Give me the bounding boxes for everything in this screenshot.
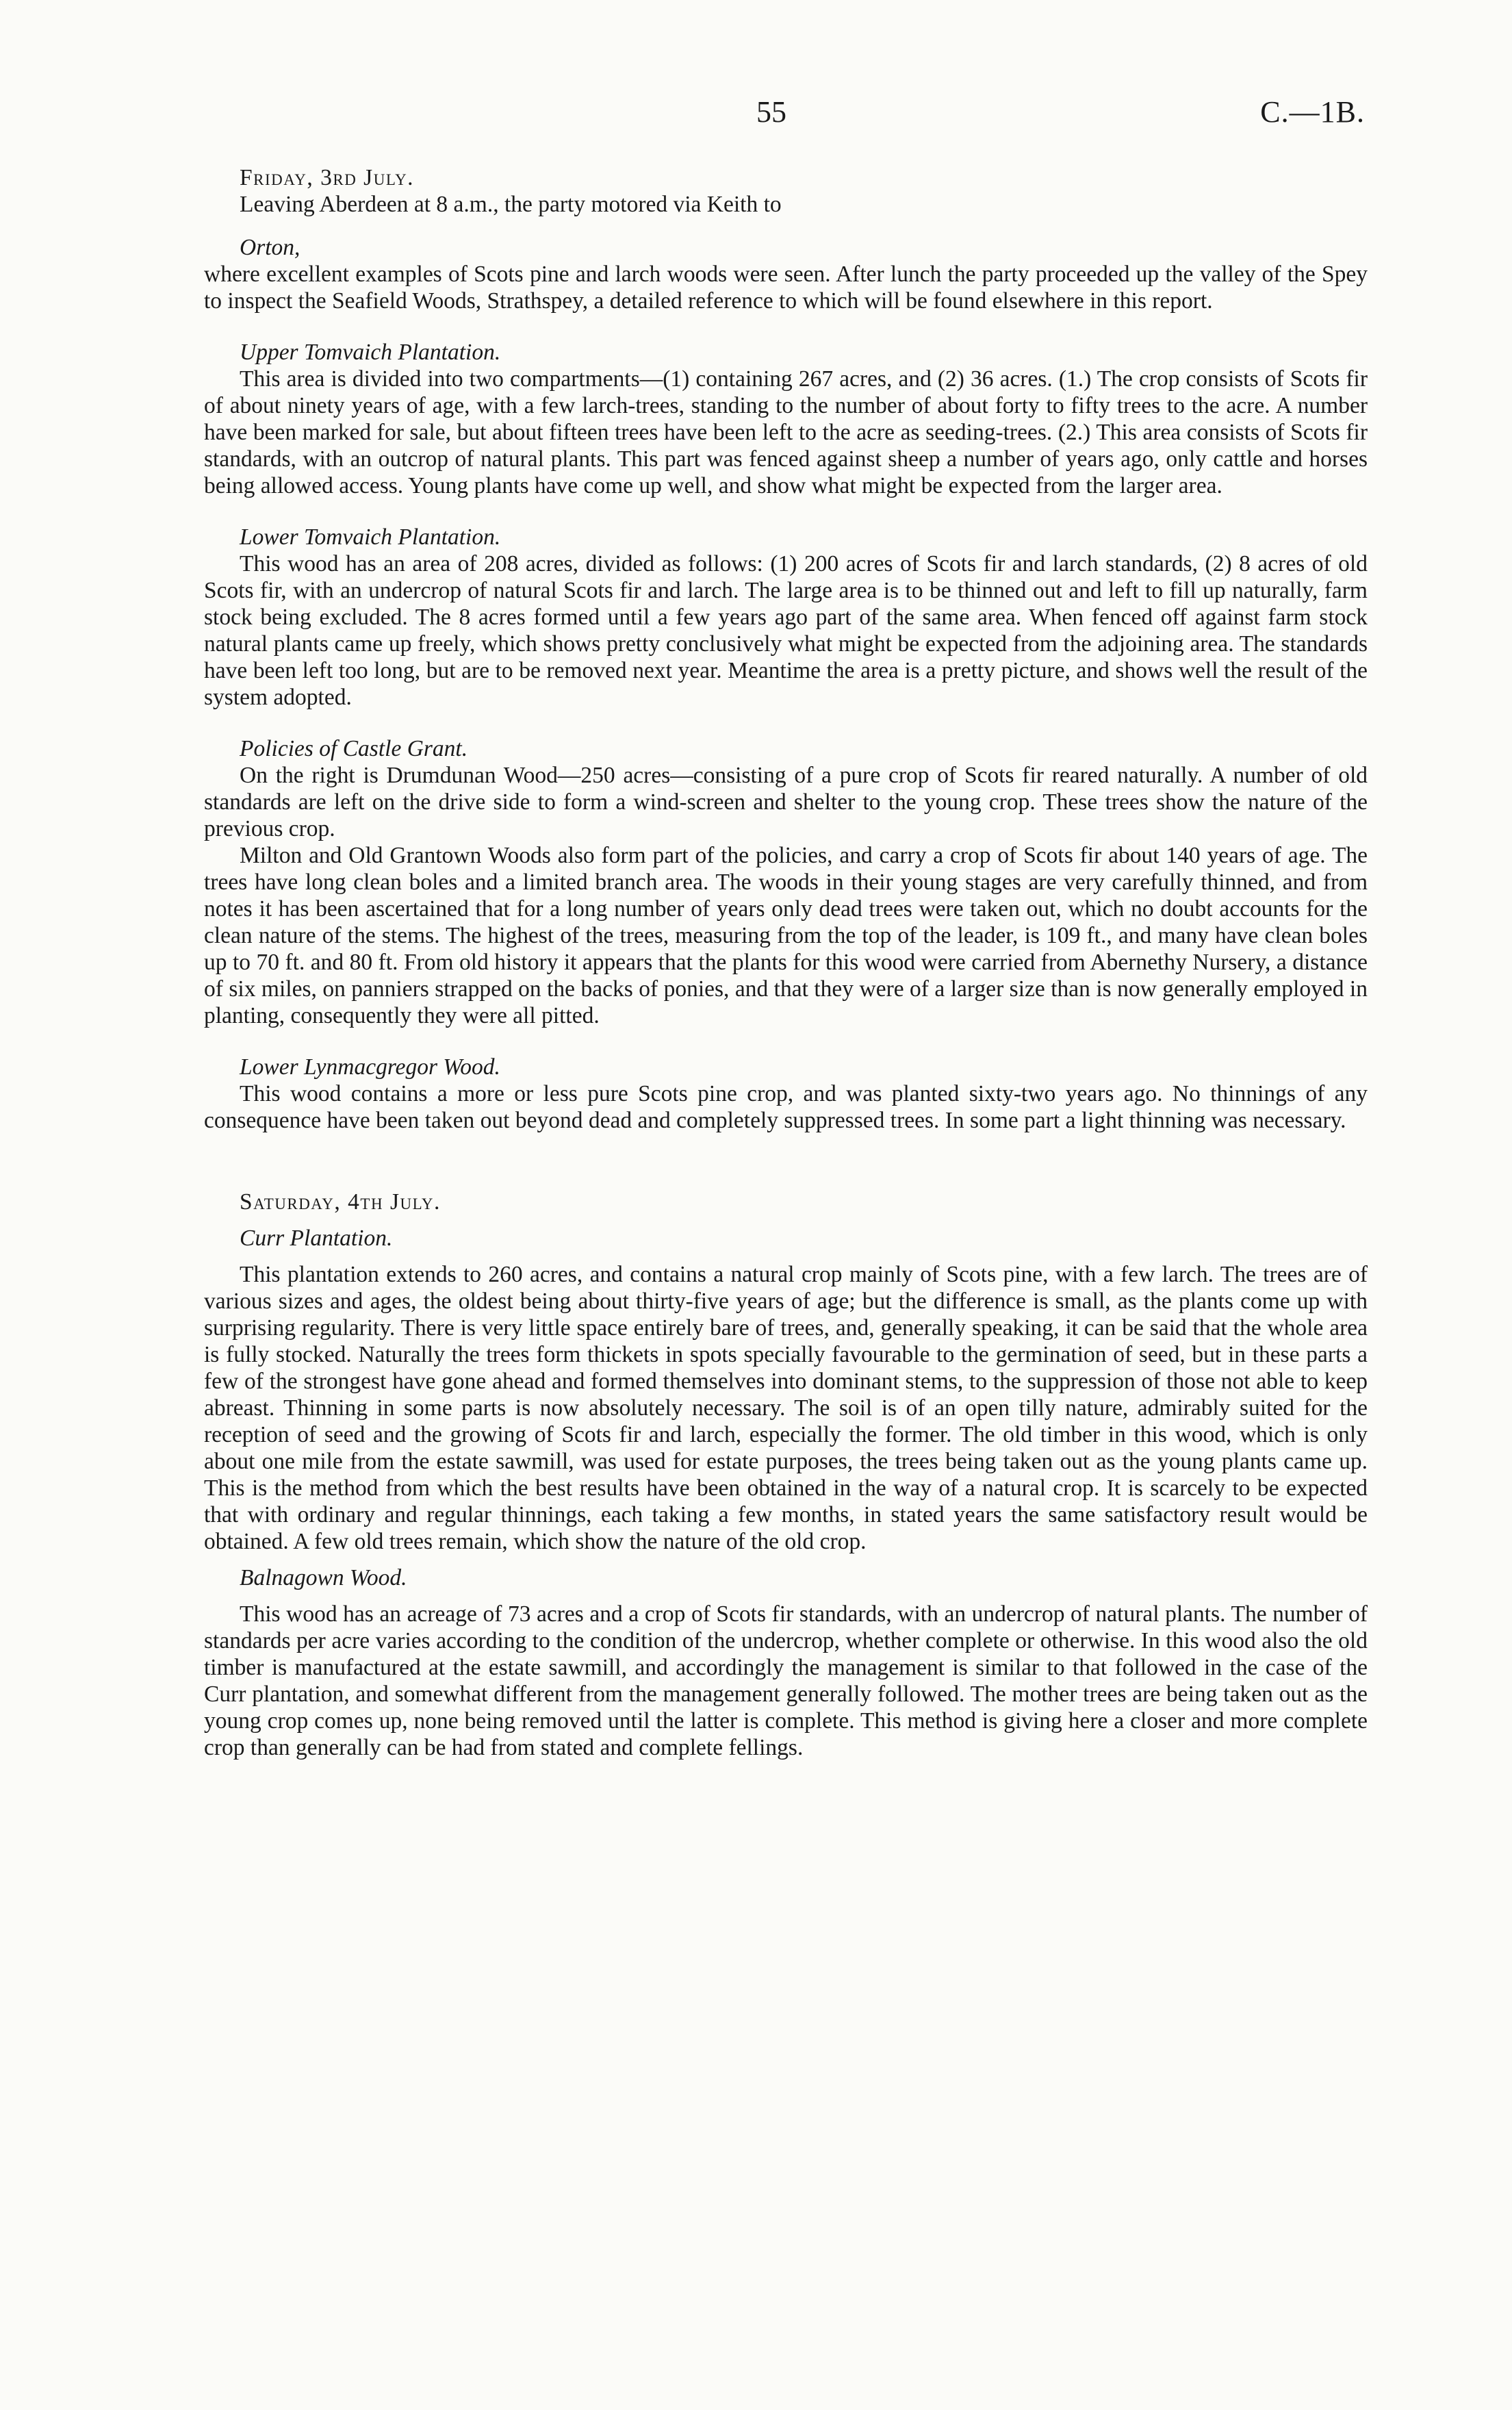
lynmacgregor-title: Lower Lynmacgregor Wood. — [240, 1054, 500, 1080]
balnagown-paragraph: This wood has an acreage of 73 acres and a crop of Scots fir standards, with an undercrop of natural plants. The number of standards per acre varies according to the condition of the undercrop, whether complete or otherwise. In this wood also the old timber is manufactured at the estate sawmill, and accordingly the management is similar to that followed in the case of the Curr plantation, and somewhat different from the management generally followed. The mother trees are being taken out as the young crop comes up, none being removed until the latter is complete. This method is giving here a closer and more complete crop than generally can be had from stated and complete fellings. — [204, 1601, 1368, 1760]
lynmacgregor-paragraph: This wood contains a more or less pure Scots pine crop, and was planted sixty-two years ago. No thinnings of any consequence have been taken out beyond dead and completely suppressed trees. In some part a light thinning was necessary. — [204, 1081, 1368, 1133]
castle-grant-paragraph-1: On the right is Drumdunan Wood—250 acres—consisting of a pure crop of Scots fir reared naturally. A number of old standards are left on the drive side to form a wind-screen and shelter to the young crop. These trees show the nature of the previous crop. — [204, 763, 1368, 841]
orton-paragraph: where excellent examples of Scots pine and larch woods were seen. After lunch the party proceeded up the valley of the Spey to inspect the Seafield Woods, Strathspey, a detailed reference to which will be found elsewhere in this report. — [204, 262, 1368, 314]
orton-title: Orton, — [240, 235, 300, 260]
upper-tomvaich-title: Upper Tomvaich Plantation. — [240, 340, 501, 365]
page-header — [0, 94, 1512, 136]
lower-tomvaich-paragraph: This wood has an area of 208 acres, divided as follows: (1) 200 acres of Scots fir and larch standards, (2) 8 acres of old Scots fir, with an undercrop of natural Scots fir and larch. The large area is to be thinned out and left to fill up naturally, farm stock being excluded. The 8 acres formed until a few years ago part of the same area. When fenced off against farm stock natural plants came up freely, which shows pretty conclusively what might be expected from the adjoining area. The standards have been left too long, but are to be removed next year. Meantime the area is a pretty picture, and shows well the result of the system adopted. — [204, 551, 1368, 710]
castle-grant-paragraph-2: Milton and Old Grantown Woods also form part of the policies, and carry a crop of Scots fir about 140 years of age. The trees have long clean boles and a limited branch area. The woods in their young stages are very carefully thinned, and from notes it has been ascertained that for a long number of years only dead trees were taken out, which no doubt accounts for the clean nature of the stems. The highest of the trees, measuring from the top of the leader, is 109 ft., and many have clean boles up to 70 ft. and 80 ft. From old history it appears that the plants for this wood were carried from Abernethy Nursery, a distance of six miles, on panniers strapped on the backs of ponies, and that they were of a larger size than is now generally employed in planting, consequently they were all pitted. — [204, 843, 1368, 1028]
report-body — [204, 164, 1368, 1761]
curr-paragraph: This plantation extends to 260 acres, and contains a natural crop mainly of Scots pine, with a few larch. The trees are of various sizes and ages, the oldest being about thirty-five years of age; but the difference is small, as the plants come up with surprising regularity. There is very little space entirely bare of trees, and, generally speaking, it can be said that the whole area is fully stocked. Naturally the trees form thickets in spots specially favourable to the germination of seed, but in these parts a few of the strongest have gone ahead and formed themselves into dominant stems, to the suppression of those not able to keep abreast. Thinning in some parts is now absolutely necessary. The soil is of an open tilly nature, admirably suited for the reception of seed and the growing of Scots fir and larch, especially the former. The old timber in this wood, which is only about one mile from the estate sawmill, was used for estate purposes, the trees being taken out as the young plants came up. This is the method from which the best results have been obtained in the way of a natural crop. It is scarcely to be expected that with ordinary and regular thinnings, each taking a few months, in stated years the same satisfactory result would be obtained. A few old trees remain, which show the nature of the old crop. — [204, 1262, 1368, 1554]
document-reference: C.—1B. — [1260, 95, 1365, 129]
balnagown-title: Balnagown Wood. — [240, 1565, 407, 1590]
friday-heading: Friday, 3rd July. — [240, 165, 415, 190]
upper-tomvaich-paragraph: This area is divided into two compartments—(1) containing 267 acres, and (2) 36 acres. (1.) The crop consists of Scots fir of about ninety years of age, with a few larch-trees, standing to the number of about forty to fifty trees to the acre. A number have been marked for sale, but about fifteen trees have been left to the acre as seeding-trees. (2.) This area consists of Scots fir standards, with an outcrop of natural plants. This part was fenced against sheep a number of years ago, only cattle and horses being allowed access. Young plants have come up well, and show what might be expected from the larger area. — [204, 366, 1368, 498]
curr-title: Curr Plantation. — [240, 1226, 393, 1251]
castle-grant-title: Policies of Castle Grant. — [240, 736, 468, 761]
page-number: 55 — [756, 95, 786, 129]
saturday-heading: Saturday, 4th July. — [240, 1189, 441, 1215]
lower-tomvaich-title: Lower Tomvaich Plantation. — [240, 524, 501, 550]
friday-intro: Leaving Aberdeen at 8 a.m., the party motored via Keith to — [240, 192, 782, 217]
